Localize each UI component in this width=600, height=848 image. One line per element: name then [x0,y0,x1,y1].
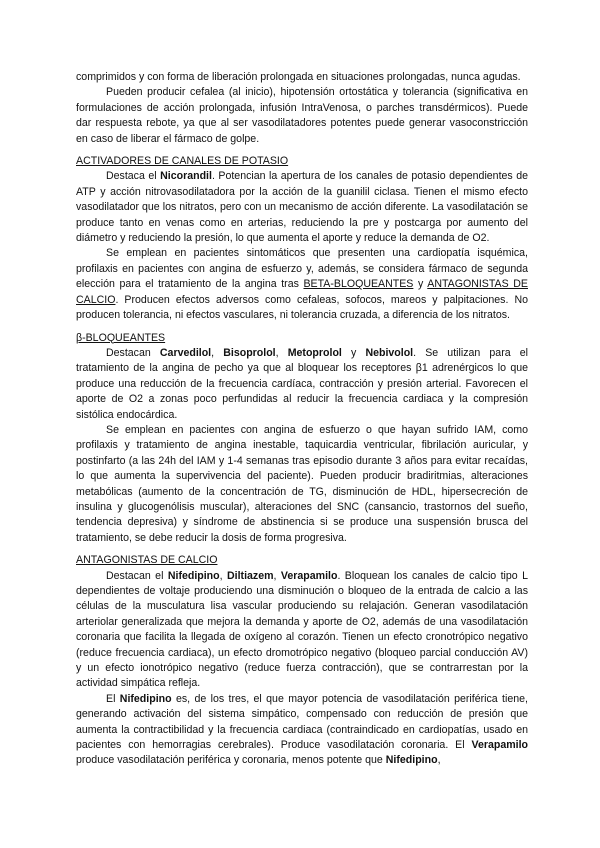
calcium-paragraph-1: Destacan el Nifedipino, Diltiazem, Verapamilo. Bloquean los canales de calcio tipo L dependientes de voltaje produciendo una disminución o bloqueo de la entrada de calcio a las células de la musculatura lisa vascular produciendo su relajación. Generan vasodilatación arteriolar generalizada que mejora la demanda y aporte de O2, además de una vasodilatación coronaria que facilita la llegada de oxígeno al corazón. Tienen un efecto cronotrópico negativo (reduce frecuencia cardiaca), un efecto dromotrópico negativo (bloqueo parcial conducción AV) y un efecto ionotrópico negativo (reduce fuerza contracción), que se contrarrestan por la actividad simpática refleja. [76,569,529,690]
ref-antagonistas-calcio: ANTAGONISTAS DE CALCIO [76,278,528,306]
beta-paragraph-2: Se emplean en pacientes con angina de esfuerzo o que hayan sufrido IAM, como profilaxis y tratamiento de angina inestable, taquicardia ventricular, fibrilación auricular, y postinfarto (a las 24h del IAM y 1-4 semanas tras episodio durante 3 años para evitar recaídas, lo que aumenta la supervivencia del paciente). Pueden producir bradiritmias, alteraciones metabólicas (aumento de la concentración de TG, disminución de HDL, hipersecreción de insulina y glucogenólisis muscular), alteraciones del SNC (cansancio, trastornos del sueño, tendencia depresiva) y síndrome de abstinencia si se produce una suspensión brusca del tratamiento, se debe reducir la dosis de forma progresiva. [76,423,528,544]
drug-bisoprolol: Bisoprolol [223,346,276,359]
potassium-paragraph-2: Se emplean en pacientes sintomáticos que presenten una cardiopatía isquémica, profilaxis en pacientes con angina de esfuerzo y, además, se considera fármaco de segunda elección para el tratamiento de la angina tras BETA-BLOQUEANTES y ANTAGONISTAS DE CALCIO. Producen efectos adversos como cefaleas, sofocos, mareos y palpitaciones. No producen tolerancia, ni efectos vasculares, ni tolerancia cruzada, a diferencia de los nitratos. [76,247,528,322]
drug-nicorandil: Nicorandil [160,170,212,183]
drug-verapamilo: Verapamilo [280,569,338,582]
potassium-heading: ACTIVADORES DE CANALES DE POTASIO [76,155,289,168]
calcium-heading: ANTAGONISTAS DE CALCIO [76,554,218,567]
potassium-paragraph-1: Destaca el Nicorandil. Potencian la apertura de los canales de potasio dependientes de ATP y acción nitrovasodilatadora por la acción de la guanilil ciclasa. Tienen el mismo efecto vasodilatador que los nitratos, pero con un mecanismo de acción diferente. La vasodilatación se produce tanto en venas como en arterias, reduciendo la pre y postcarga por aumento del diámetro y reduciendo la presión, lo que aumenta el aporte y reduce la demanda de O2. [76,170,529,245]
ref-beta-bloqueantes: BETA-BLOQUEANTES [303,278,414,291]
side-effects-paragraph: Pueden producir cefalea (al inicio), hipotensión ortostática y tolerancia (significativa en formulaciones de acción prolongada, infusión IntraVenosa, o parches transdérmicos). Puede dar respuesta rebote, ya que al ser vasodilatadores potentes puede generar vasoconstricción en caso de liberar el fármaco de golpe. [76,86,528,145]
drug-verapamilo-2: Verapamilo [471,739,528,752]
drug-carvedilol: Carvedilol [159,346,212,359]
beta-heading: β-BLOQUEANTES [76,331,166,344]
beta-paragraph-1: Destacan Carvedilol, Bisoprolol, Metoprolol y Nebivolol. Se utilizan para el tratamiento de la angina de pecho ya que al bloquear los receptores β1 adrenérgicos lo que produce una reducción de la frecuencia cardíaca, contracción y presión arterial. Favorecen el aporte de O2 a zonas poco perfundidas al reducir la frecuencia cardiaca y la compresión sistólica endocárdica. [76,346,529,421]
drug-metoprolol: Metoprolol [287,346,342,359]
drug-nifedipino-2: Nifedipino [119,692,172,705]
drug-nifedipino: Nifedipino [167,569,220,582]
continuation-paragraph: comprimidos y con forma de liberación prolongada en situaciones prolongadas, nunca agudas. [76,71,521,83]
drug-nifedipino-3: Nifedipino [385,754,438,767]
beta-blockers-section [76,331,528,547]
drug-nebivolol: Nebivolol [365,346,414,359]
calcium-antagonists-section [76,553,528,769]
drug-diltiazem: Diltiazem [227,569,274,582]
potassium-channel-section [76,154,528,323]
calcium-paragraph-2: El Nifedipino es, de los tres, el que mayor potencia de vasodilatación periférica tiene, generando activación del sistema simpático, compensado con reducción de presión que aumenta la contractibilidad y la frecuencia cardiaca (contraindicado en cardiopatías, usado en pacientes con hemorragias cerebrales). Produce vasodilatación coronaria. El Verapamilo produce vasodilatación periférica y coronaria, menos potente que Nifedipino, [76,692,528,767]
